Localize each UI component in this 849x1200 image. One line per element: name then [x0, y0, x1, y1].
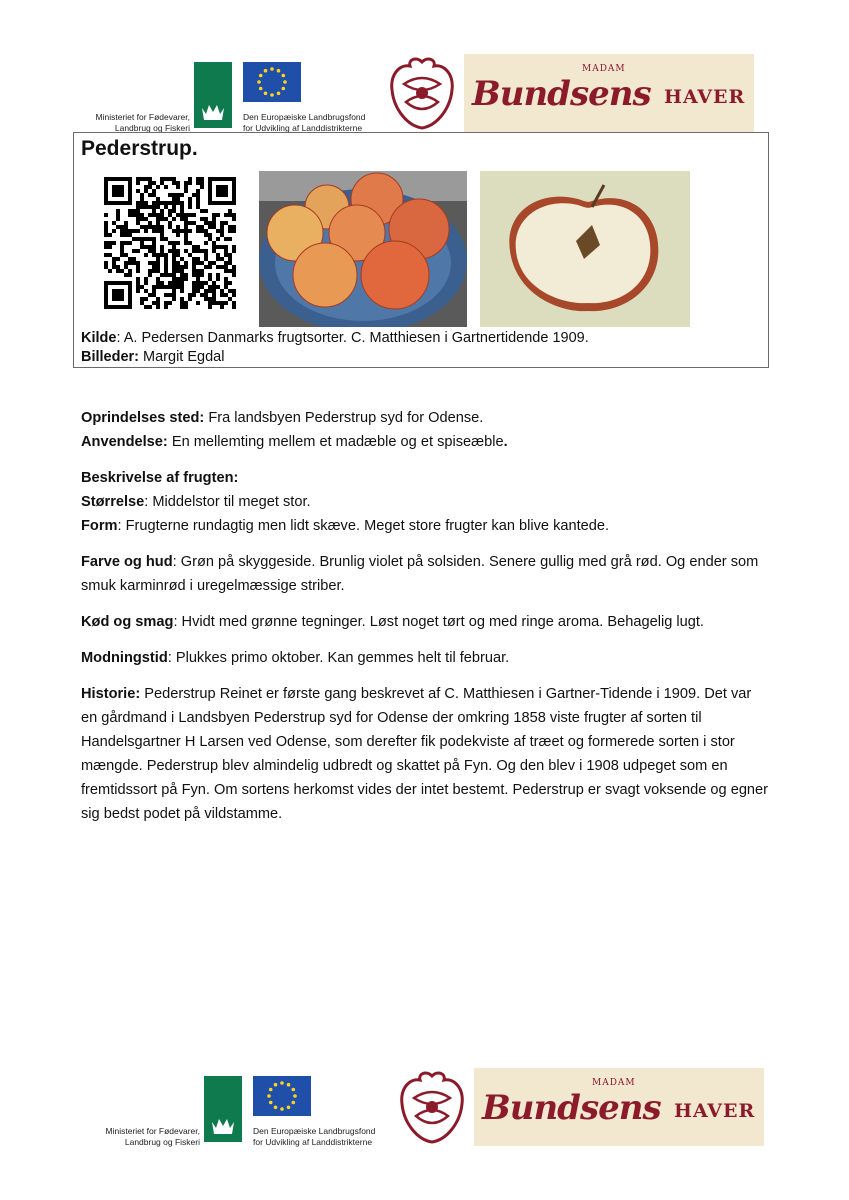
size-paragraph: Størrelse: Middelstor til meget stor. — [81, 494, 311, 510]
description-heading: Beskrivelse af frugten: — [81, 470, 239, 486]
photo-apple-cross-section — [480, 171, 690, 327]
history-paragraph: Historie: Pederstrup Reinet er første gang beskrevet af C. Matthiesen i Gartner-Tidende i 1909. Det var en gårdmand i Landsbyen Pederstrup syd for Odense der omkring 1858 viste frugter af sorten til Handelsgartner H Larsen ved Odense, som derefter fik podekviste af træet og formerede sorten i stor mængde. Pederstrup blev almindelig udbredt og skattet på Fyn. Og den blev i 1908 udpeget som en fremtidssort på Fyn. Om sortens herkomst vides der intet bestemt. Pederstrup er svagt voksende og egner sig bedst podet på vildstamme. — [81, 686, 769, 822]
images-credit: Billeder: Margit Egdal — [81, 349, 225, 365]
ministry-name: Ministeriet for Fødevarer, Landbrug og Fiskeri — [105, 1126, 200, 1147]
ministry-crown-logo — [194, 62, 232, 128]
madam-bundsens-haver-logo: MADAM Bundsens HAVER — [474, 1068, 764, 1146]
usage-paragraph: Anvendelse: En mellemting mellem et madæble og et spiseæble. — [81, 434, 508, 450]
variety-header-box — [73, 132, 769, 368]
color-skin-paragraph: Farve og hud: Grøn på skyggeside. Brunlig violet på solsiden. Senere gullig med grå rød. Og ender som smuk karminrød i uregelmæssige striber. — [81, 554, 759, 594]
madam-bundsens-haver-logo: MADAM Bundsens HAVER — [464, 54, 754, 132]
ministry-name: Ministeriet for Fødevarer, Landbrug og Fiskeri — [95, 112, 190, 133]
flesh-taste-paragraph: Kød og smag: Hvidt med grønne tegninger. Løst noget tørt og med ringe aroma. Behagelig lugt. — [81, 614, 704, 630]
logo-bar-bottom — [96, 1072, 760, 1152]
apple-crest-logo — [396, 1068, 468, 1146]
photo-apples-on-plate — [259, 171, 467, 327]
logo-bar-top — [86, 58, 756, 138]
eu-flag-logo — [243, 62, 301, 102]
variety-description — [81, 406, 771, 826]
origin-paragraph: Oprindelses sted: Fra landsbyen Pederstrup syd for Odense. — [81, 410, 484, 426]
ripening-paragraph: Modningstid: Plukkes primo oktober. Kan gemmes helt til februar. — [81, 650, 510, 666]
eu-fund-name: Den Europæiske Landbrugsfond for Udvikling af Landdistrikterne — [253, 1126, 376, 1147]
ministry-crown-logo — [204, 1076, 242, 1142]
eu-flag-logo — [253, 1076, 311, 1116]
eu-fund-name: Den Europæiske Landbrugsfond for Udvikling af Landdistrikterne — [243, 112, 366, 133]
apple-crest-logo — [386, 54, 458, 132]
source-caption: Kilde: A. Pedersen Danmarks frugtsorter. C. Matthiesen i Gartnertidende 1909. — [81, 330, 589, 346]
page-title: Pederstrup. — [81, 137, 198, 160]
form-paragraph: Form: Frugterne rundagtig men lidt skæve. Meget store frugter kan blive kantede. — [81, 518, 610, 534]
qr-code[interactable] — [104, 177, 236, 309]
